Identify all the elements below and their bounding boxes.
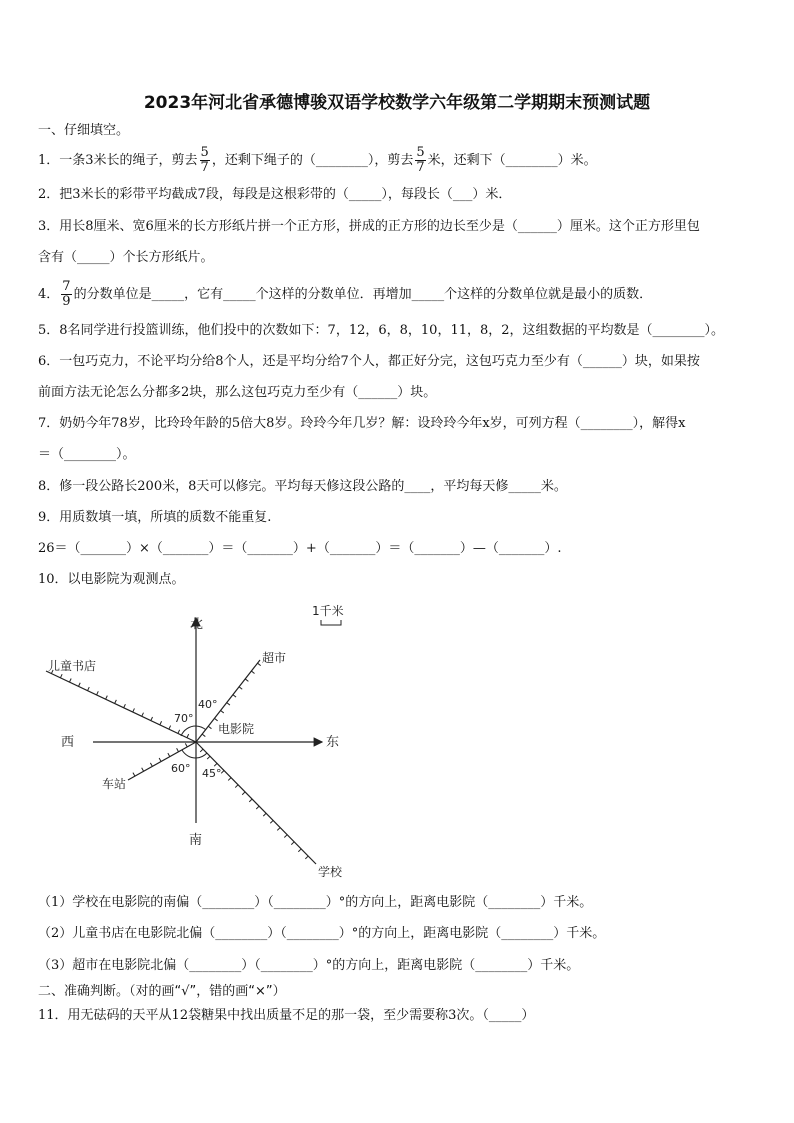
section-heading-2: 二、准确判断。（对的画“√”，错的画“×”） [38,984,286,999]
fraction-5-7-second: $\frac{5}{7}$ [416,145,425,175]
angle-station: 60° [171,762,191,775]
north-label: 北 [190,617,204,632]
scale-tick [202,734,205,736]
scale-tick [207,756,210,759]
q1-text-c: 米，还剩下（________）米。 [427,153,597,168]
scale-tick [208,726,211,728]
south-label: 南 [189,833,203,848]
scale-tick [214,718,217,720]
question-7-line-1: 7．奶奶今年78岁，比玲玲年龄的5倍大8岁。玲玲今年几岁？解：设玲玲今年x岁，可列方程（________），解得x [38,416,686,431]
question-11: 11．用无砝码的天平从12袋糖果中找出质量不足的那一袋，至少需要称3次。（_____） [38,1008,535,1023]
scale-tick [263,813,266,816]
scale-tick [185,743,187,746]
scale-tick [221,771,224,774]
question-9-line-2: 26＝（_______）×（_______）＝（_______）+（_______）＝（_______）—（_______）. [38,541,562,556]
scale-tick [97,691,99,695]
scale-tick [124,704,126,708]
scale-tick [270,820,273,823]
scale-tick [187,734,189,738]
scale-tick [221,710,224,712]
question-7-line-2: ＝（________）。 [38,447,136,462]
scale-tick [235,785,238,788]
question-8: 8．修一段公路长200米，8天可以修完。平均每天修这段公路的____，平均每天修_____米。 [38,479,567,494]
page-title: 2023年河北省承德博骏双语学校数学六年级第二学期期末预测试题 [143,93,651,113]
east-label: 东 [326,735,340,750]
station-label: 车站 [102,777,127,791]
scale-tick [78,683,80,687]
question-2: 2．把3米长的彩带平均截成7段，每段是这根彩带的（_____），每段长（___）米． [38,187,512,202]
q4-number: 4． [38,287,60,302]
scale-tick [169,726,171,730]
school-label: 学校 [318,865,343,879]
question-10: 10．以电影院为观测点。 [38,572,185,587]
scale-tick [177,748,179,751]
west-label: 西 [61,735,75,750]
question-1 [38,146,597,175]
scale-tick [258,663,261,665]
scale-tick [277,828,280,831]
supermarket-label: 超市 [262,651,287,665]
scale-tick [159,758,161,761]
arc-supermarket [196,726,206,730]
question-10-3: （3）超市在电影院北偏（________）（________）°的方向上，距离电影院（________）千米。 [38,958,580,973]
center-label: 电影院 [218,722,255,736]
scale-tick [178,730,180,734]
scale-tick [160,721,162,725]
question-5: 5．8名同学进行投篮训练，他们投中的次数如下：7，12，6，8，10，11，8，2，这组数据的平均数是（________）。 [38,323,725,338]
scale-tick [242,792,245,795]
question-6-line-1: 6．一包巧克力，不论平均分给8个人，还是平均分给7个人，都正好分完，这包巧克力至少有（______）块，如果按 [38,354,700,369]
scale-tick [245,679,248,681]
question-9-line-1: 9．用质数填一填，所填的质数不能重复. [38,510,272,525]
scale-tick [233,695,236,697]
direction-diagram [38,598,378,884]
q1-text-b: ，还剩下绳子的（________），剪去 [211,153,414,168]
scale-tick [298,849,301,852]
arc-school [196,753,207,758]
fraction-5-7: $\frac{5}{7}$ [200,145,209,175]
scale-tick [115,700,117,704]
q1-text-a: 1．一条3米长的绳子，剪去 [38,153,198,168]
scale-tick [150,763,152,766]
q4-text: 的分数单位是_____，它有_____个这样的分数单位．再增加_____个这样的分数单位就是最小的质数． [73,287,653,302]
scale-tick [239,687,242,689]
section-heading-1: 一、仔细填空。 [38,123,130,138]
angle-supermarket: 40° [198,698,218,711]
question-6-line-2: 前面方法无论怎么分都多2块，那么这包巧克力至少有（______）块。 [38,385,437,400]
fraction-7-9: $\frac{7}{9}$ [62,279,71,309]
bookstore-label: 儿童书店 [48,659,97,673]
scale-tick [284,835,287,838]
scale-tick [106,696,108,700]
scale-label: 1千米 [312,604,344,618]
scale-tick [142,768,144,771]
scale-tick [133,708,135,712]
scale-tick [69,678,71,682]
question-10-1: （1）学校在电影院的南偏（________）（________）°的方向上，距离电影院（________）千米。 [38,895,593,910]
question-4 [38,280,652,309]
school-ray [196,742,316,864]
scale-tick [227,703,230,705]
arc-station [182,750,196,758]
question-10-2: （2）儿童书店在电影院北偏（________）（________）°的方向上，距离电影院（________）千米。 [38,926,606,941]
scale-bar [321,620,341,625]
question-3-line-2: 含有（_____）个长方形纸片。 [38,250,214,265]
bookstore-ray [46,671,196,742]
scale-tick [305,856,308,859]
question-3-line-1: 3．用长8厘米、宽6厘米的长方形纸片拼一个正方形，拼成的正方形的边长至少是（______）厘米。这个正方形里包 [38,219,700,234]
scale-tick [291,842,294,845]
scale-tick [256,806,259,809]
scale-tick [200,749,203,752]
scale-tick [168,753,170,756]
scale-tick [142,713,144,717]
angle-bookstore: 70° [174,712,194,725]
scale-tick [60,674,62,678]
scale-tick [88,687,90,691]
angle-school: 45° [202,767,222,780]
scale-tick [228,778,231,781]
scale-tick [251,671,254,673]
scale-tick [214,763,217,766]
scale-tick [151,717,153,721]
scale-tick [133,773,135,776]
scale-tick [249,799,252,802]
